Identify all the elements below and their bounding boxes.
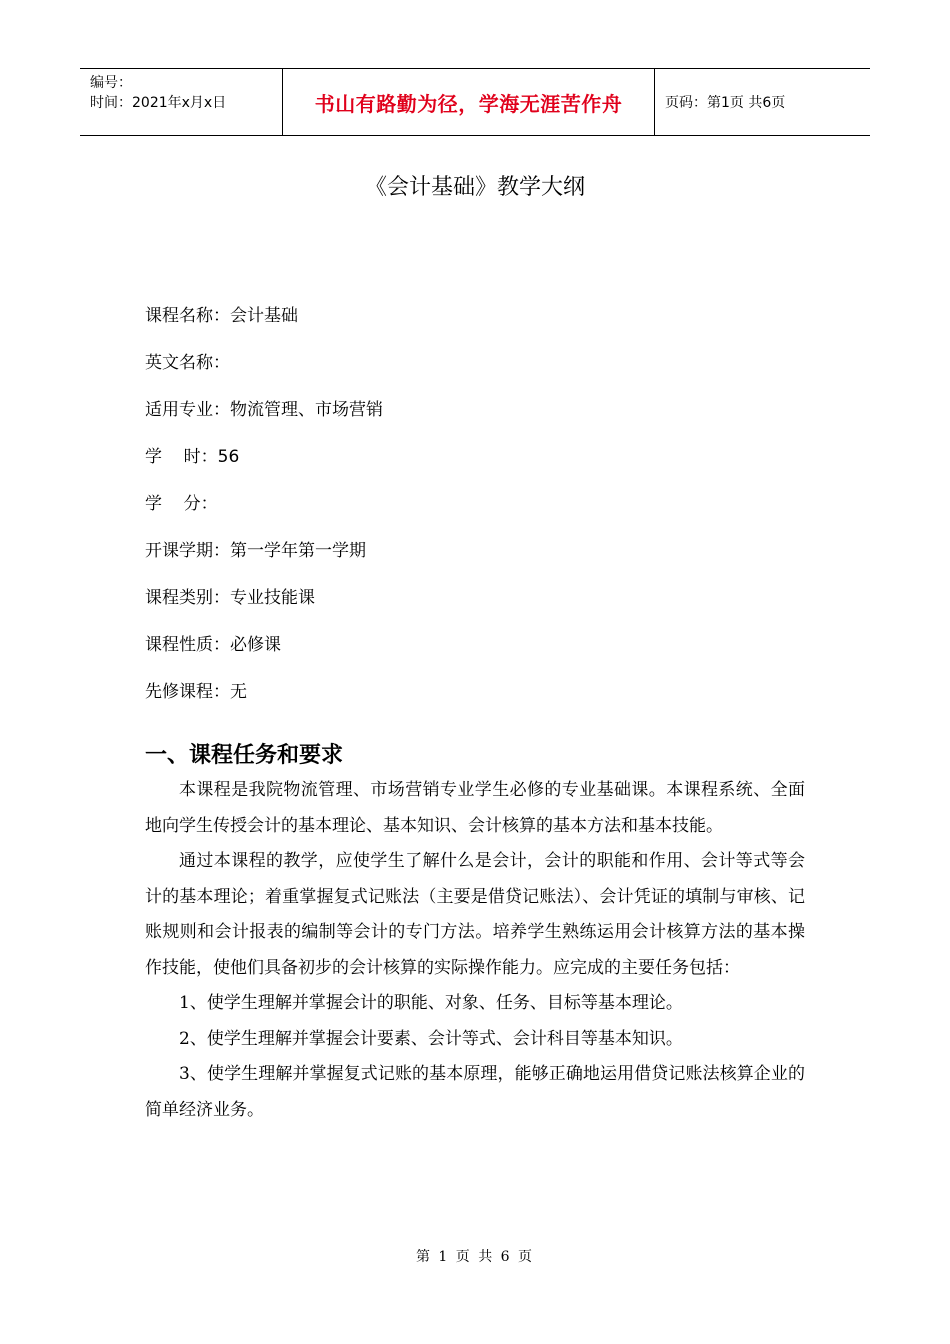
info-row-major: [145, 397, 383, 444]
paragraph: 通过本课程的教学，应使学生了解什么是会计，会计的职能和作用、会计等式等会计的基本理论；着重掌握复式记账法（主要是借贷记账法）、会计凭证的填制与审核、记账规则和会计报表的编制等会计的专门方法。培养学生熟练运用会计核算方法的基本操作技能，使他们具备初步的会计核算的实际操作能力。应完成的主要任务包括：: [145, 851, 805, 978]
info-row-course-name: [145, 303, 383, 350]
info-label: 英文名称：: [145, 353, 230, 373]
info-value: 第一学年第一学期: [230, 541, 366, 561]
info-row-category: [145, 585, 383, 632]
paragraph: 本课程是我院物流管理、市场营销专业学生必修的专业基础课。本课程系统、全面地向学生传授会计的基本理论、基本知识、会计核算的基本方法和基本技能。: [145, 780, 805, 836]
info-row-hours: [145, 444, 383, 491]
section-heading: 一、课程任务和要求: [145, 743, 344, 768]
info-label: 适用专业：: [145, 400, 230, 420]
course-info-list: [145, 303, 383, 726]
info-value: 必修课: [230, 635, 281, 655]
info-value: 56: [217, 447, 240, 467]
info-value: 专业技能课: [230, 588, 315, 608]
header-page-info: 页码：第1页 共6页: [665, 95, 786, 111]
info-value: 会计基础: [230, 306, 298, 326]
header-serial-label: 编号：: [90, 75, 132, 91]
header-motto: 书山有路勤为径，学海无涯苦作舟: [283, 69, 655, 135]
info-row-credits: [145, 491, 383, 538]
info-label: 先修课程：: [145, 682, 230, 702]
info-label: 学 分：: [145, 494, 218, 514]
header-meta-cell: [80, 69, 283, 135]
info-label: 课程类别：: [145, 588, 230, 608]
header-date: 时间：2021年x月x日: [90, 95, 227, 111]
document-title: 《会计基础》教学大纲: [364, 175, 585, 200]
info-label: 课程性质：: [145, 635, 230, 655]
info-row-nature: [145, 632, 383, 679]
info-row-english-name: [145, 350, 383, 397]
page-header: [80, 68, 870, 136]
page-footer: 第 1 页 共 6 页: [415, 1249, 535, 1265]
info-label: 课程名称：: [145, 306, 230, 326]
section-body: [145, 773, 805, 1128]
list-item: 1、使学生理解并掌握会计的职能、对象、任务、目标等基本理论。: [179, 993, 683, 1013]
info-value: 无: [230, 682, 247, 702]
info-row-semester: [145, 538, 383, 585]
info-row-prerequisite: [145, 679, 383, 726]
info-label: 学 时：: [145, 447, 218, 467]
list-item: 3、使学生理解并掌握复式记账的基本原理，能够正确地运用借贷记账法核算企业的简单经济业务。: [145, 1064, 805, 1120]
info-value: 物流管理、市场营销: [230, 400, 383, 420]
info-label: 开课学期：: [145, 541, 230, 561]
list-item: 2、使学生理解并掌握会计要素、会计等式、会计科目等基本知识。: [179, 1028, 683, 1049]
